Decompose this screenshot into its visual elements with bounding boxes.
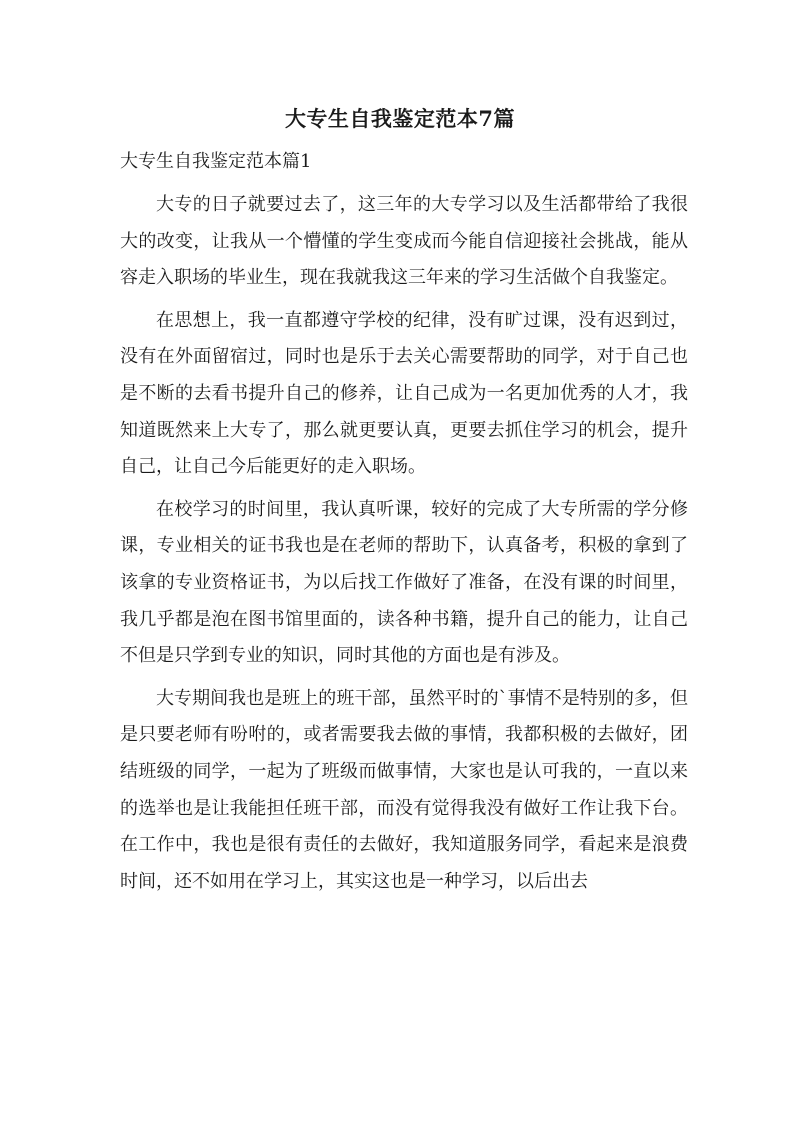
paragraph-4: 大专期间我也是班上的班干部，虽然平时的`事情不是特别的多，但是只要老师有吩咐的，或者需要我去做的事情，我都积极的去做好，团结班级的同学，一起为了班级而做事情，大家也是认可我的，一直以来的选举也是让我能担任班干部，而没有觉得我没有做好工作让我下台。在工作中，我也是很有责任的去做好，我知道服务同学，看起来是浪费时间，还不如用在学习上，其实这也是一种学习，以后出去 — [120, 687, 688, 892]
section-heading: 大专生自我鉴定范本篇1 — [120, 151, 312, 172]
document-body — [120, 187, 688, 906]
paragraph-2: 在思想上，我一直都遵守学校的纪律，没有旷过课，没有迟到过，没有在外面留宿过，同时也是乐于去关心需要帮助的同学，对于自己也是不断的去看书提升自己的修养，让自己成为一名更加优秀的人才，我知道既然来上大专了，那么就更要认真，更要去抓住学习的机会，提升自己，让自己今后能更好的走入职场。 — [120, 309, 688, 478]
document-title: 大专生自我鉴定范本7篇 — [284, 106, 516, 131]
paragraph-3: 在校学习的时间里，我认真听课，较好的完成了大专所需的学分修课，专业相关的证书我也是在老师的帮助下，认真备考，积极的拿到了该拿的专业资格证书，为以后找工作做好了准备，在没有课的时间里，我几乎都是泡在图书馆里面的，读各种书籍，提升自己的能力，让自己不但是只学到专业的知识，同时其他的方面也是有涉及。 — [120, 498, 688, 667]
paragraph-1: 大专的日子就要过去了，这三年的大专学习以及生活都带给了我很大的改变，让我从一个懵懂的学生变成而今能自信迎接社会挑战，能从容走入职场的毕业生，现在我就我这三年来的学习生活做个自我鉴定。 — [120, 194, 688, 289]
